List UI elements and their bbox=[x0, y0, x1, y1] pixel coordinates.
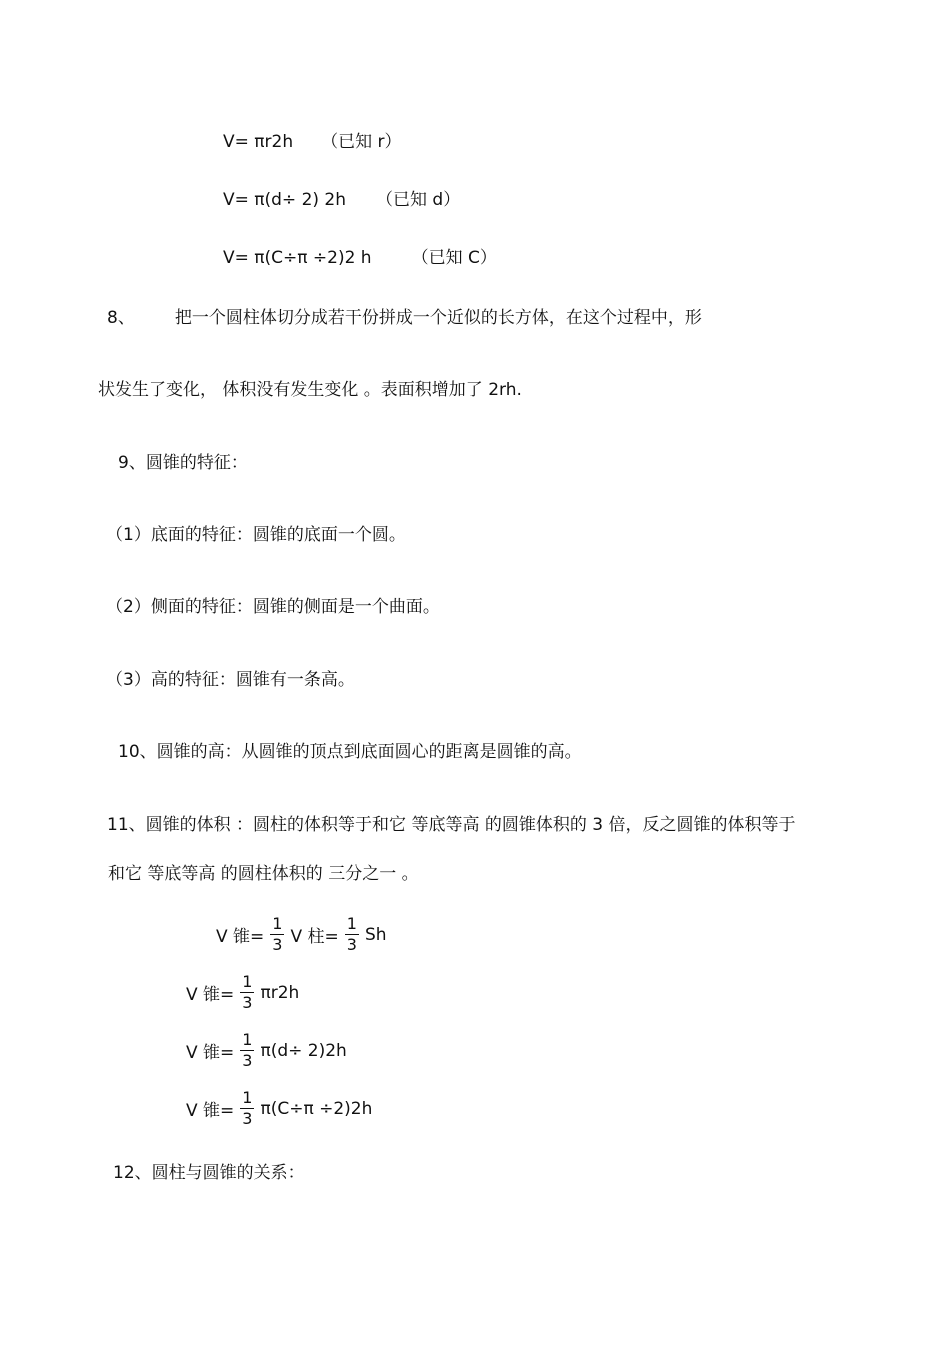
fraction-denominator: 3 bbox=[346, 935, 357, 954]
fraction-numerator: 1 bbox=[242, 1030, 253, 1049]
cone-formula-c bbox=[186, 1089, 372, 1128]
item-12: 12、圆柱与圆锥的关系： bbox=[113, 1163, 305, 1183]
formula-lhs: V 锥= bbox=[186, 1043, 235, 1063]
cylinder-formula-d bbox=[223, 189, 460, 211]
formula-lhs: V 锥= bbox=[186, 985, 235, 1005]
fraction-one-third bbox=[240, 1031, 254, 1070]
fraction-denominator: 3 bbox=[242, 1051, 253, 1070]
formula-condition: （已知 r） bbox=[321, 132, 402, 152]
item-text: 把一个圆柱体切分成若干份拼成一个近似的长方体，在这个过程中，形 bbox=[174, 308, 702, 328]
formula-rhs: π(d÷ 2)2h bbox=[260, 1040, 347, 1061]
formula-lhs: V 锥= bbox=[216, 927, 265, 947]
formula-rhs: πr2h bbox=[260, 982, 300, 1003]
fraction-one-third bbox=[270, 915, 284, 954]
formula-condition: （已知 C） bbox=[411, 248, 497, 268]
fraction-one-third bbox=[240, 1089, 254, 1128]
item-11-line-1: 11、圆锥的体积 ：圆柱的体积等于和它 等底等高 的圆锥体积的 3 倍，反之圆锥的体积等于 bbox=[107, 815, 796, 835]
formula-text: V= π(d÷ 2) 2h bbox=[223, 190, 347, 210]
formula-text: V= πr2h bbox=[223, 132, 294, 152]
cylinder-formula-c bbox=[223, 247, 497, 269]
fraction-numerator: 1 bbox=[272, 914, 283, 933]
formula-text: V= π(C÷π ÷2)2 h bbox=[223, 248, 372, 268]
fraction-denominator: 3 bbox=[242, 1109, 253, 1128]
cone-feature-side: （2）侧面的特征：圆锥的侧面是一个曲面。 bbox=[106, 597, 440, 617]
fraction-numerator: 1 bbox=[346, 914, 357, 933]
cone-formula-sh bbox=[216, 915, 387, 954]
fraction-numerator: 1 bbox=[242, 1088, 253, 1107]
formula-rhs: Sh bbox=[364, 924, 387, 945]
cone-formula-r bbox=[186, 973, 299, 1012]
fraction-numerator: 1 bbox=[242, 972, 253, 991]
item-11-line-2: 和它 等底等高 的圆柱体积的 三分之一 。 bbox=[108, 864, 419, 884]
cone-feature-height: （3）高的特征：圆锥有一条高。 bbox=[106, 670, 355, 690]
fraction-denominator: 3 bbox=[272, 935, 283, 954]
item-8-line-1 bbox=[107, 307, 702, 329]
cone-feature-base: （1）底面的特征：圆锥的底面一个圆。 bbox=[106, 525, 406, 545]
formula-condition: （已知 d） bbox=[376, 190, 461, 210]
item-number: 8、 bbox=[107, 308, 135, 328]
item-8-line-2: 状发生了变化， 体积没有发生变化 。表面积增加了 2rh. bbox=[98, 380, 522, 400]
fraction-one-third bbox=[345, 915, 359, 954]
fraction-denominator: 3 bbox=[242, 993, 253, 1012]
fraction-one-third bbox=[240, 973, 254, 1012]
formula-rhs: π(C÷π ÷2)2h bbox=[260, 1098, 373, 1119]
formula-mid: V 柱= bbox=[290, 927, 339, 947]
item-9-title: 9、圆锥的特征： bbox=[118, 453, 248, 473]
item-10: 10、圆锥的高：从圆锥的顶点到底面圆心的距离是圆锥的高。 bbox=[118, 742, 582, 762]
cone-formula-d bbox=[186, 1031, 347, 1070]
cylinder-formula-r bbox=[223, 131, 402, 153]
formula-lhs: V 锥= bbox=[186, 1101, 235, 1121]
